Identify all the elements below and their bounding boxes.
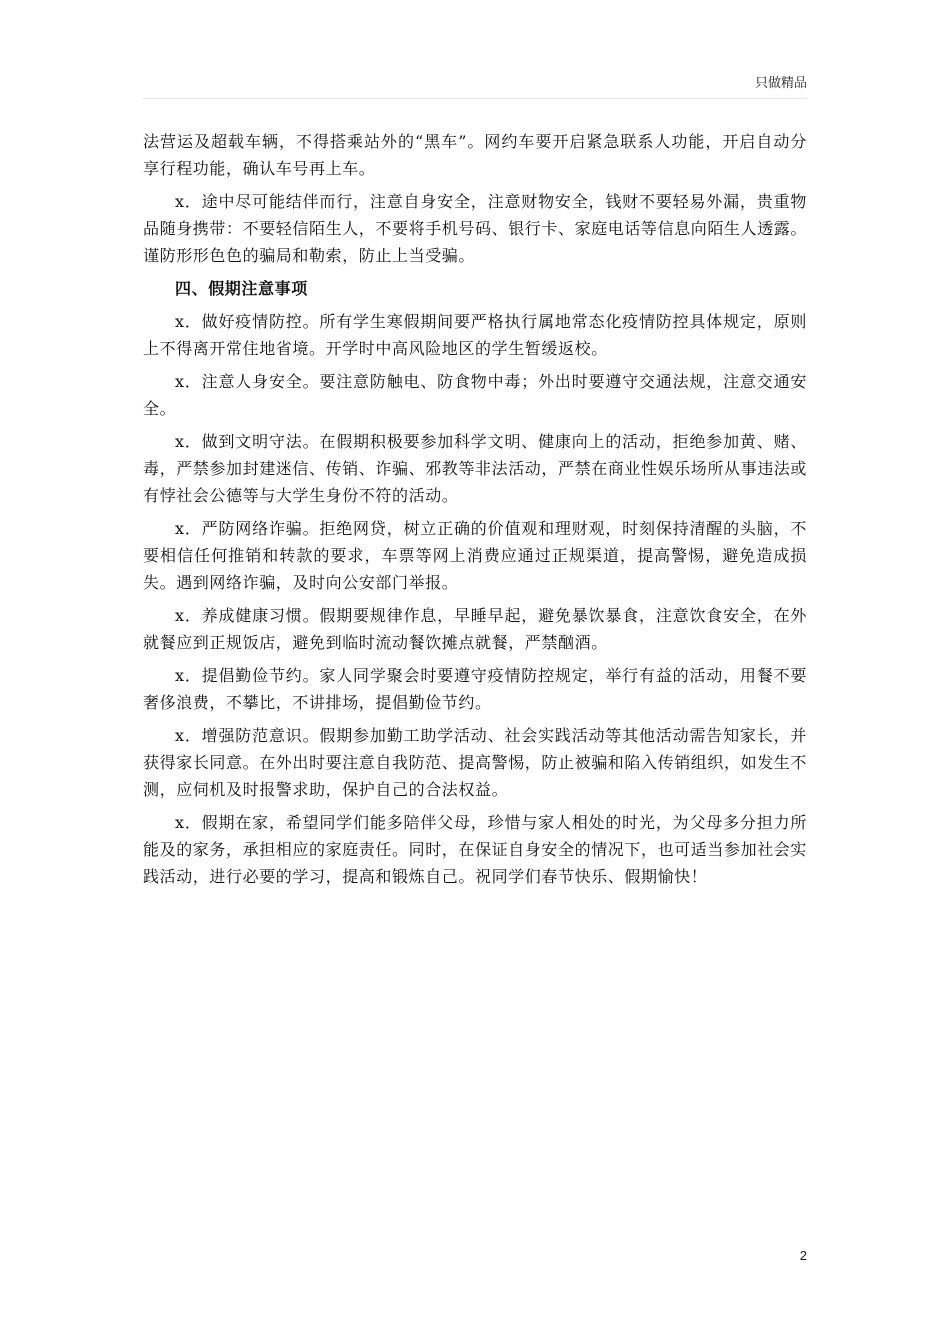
paragraph-epidemic-control: x．做好疫情防控。所有学生寒假期间要严格执行属地常态化疫情防控具体规定，原则上不得离开常住地省境。开学时中高风险地区的学生暂缓返校。 bbox=[143, 312, 807, 358]
paragraph-vigilance: x．增强防范意识。假期参加勤工助学活动、社会实践活动等其他活动需告知家长，并获得家长同意。在外出时要注意自我防范、提高警惕，防止被骗和陷入传销组织，如发生不测，应伺机及时报警求助，保护自己的合法权益。 bbox=[143, 726, 808, 799]
section-heading: 四、假期注意事项 bbox=[175, 279, 308, 298]
page-header: 只做精品 bbox=[754, 76, 807, 91]
paragraph-continuation: 法营运及超载车辆，不得搭乘站外的“黑车”。网约车要开启紧急联系人功能，开启自动分享行程功能，确认车号再上车。 bbox=[143, 132, 807, 178]
paragraph-online-fraud: x．严防网络诈骗。拒绝网贷，树立正确的价值观和理财观，时刻保持清醒的头脑，不要相信任何推销和转款的要求，车票等网上消费应通过正规渠道，提高警惕，避免造成损失。遇到网络诈骗，及时向公安部门举报。 bbox=[143, 519, 807, 592]
paragraph-healthy-habits: x．养成健康习惯。假期要规律作息，早睡早起，避免暴饮暴食，注意饮食安全，在外就餐应到正规饭店，避免到临时流动餐饮摊点就餐，严禁酗酒。 bbox=[143, 606, 807, 652]
page-number: 2 bbox=[799, 1248, 807, 1263]
paragraph-frugality: x．提倡勤俭节约。家人同学聚会时要遵守疫情防控规定，举行有益的活动，用餐不要奢侈浪费，不攀比，不讲排场，提倡勤俭节约。 bbox=[143, 666, 807, 712]
paragraph-travel-safety: x．途中尽可能结伴而行，注意自身安全，注意财物安全，钱财不要轻易外漏，贵重物品随身携带：不要轻信陌生人，不要将手机号码、银行卡、家庭电话等信息向陌生人透露。谨防形形色色的骗局和勒索，防止上当受骗。 bbox=[143, 192, 808, 265]
paragraph-law-abiding: x．做到文明守法。在假期积极要参加科学文明、健康向上的活动，拒绝参加黄、赌、毒，严禁参加封建迷信、传销、诈骗、邪教等非法活动，严禁在商业性娱乐场所从事违法或有悖社会公德等与大学生身份不符的活动。 bbox=[143, 432, 808, 505]
header-divider bbox=[143, 98, 807, 99]
paragraph-personal-safety: x．注意人身安全。要注意防触电、防食物中毒；外出时要遵守交通法规，注意交通安全。 bbox=[143, 372, 807, 418]
document-body bbox=[143, 128, 807, 896]
paragraph-closing: x．假期在家，希望同学们能多陪伴父母，珍惜与家人相处的时光，为父母多分担力所能及的家务，承担相应的家庭责任。同时，在保证自身安全的情况下，也可适当参加社会实践活动，进行必要的学习，提高和锻炼自己。祝同学们春节快乐、假期愉快！ bbox=[143, 813, 808, 886]
